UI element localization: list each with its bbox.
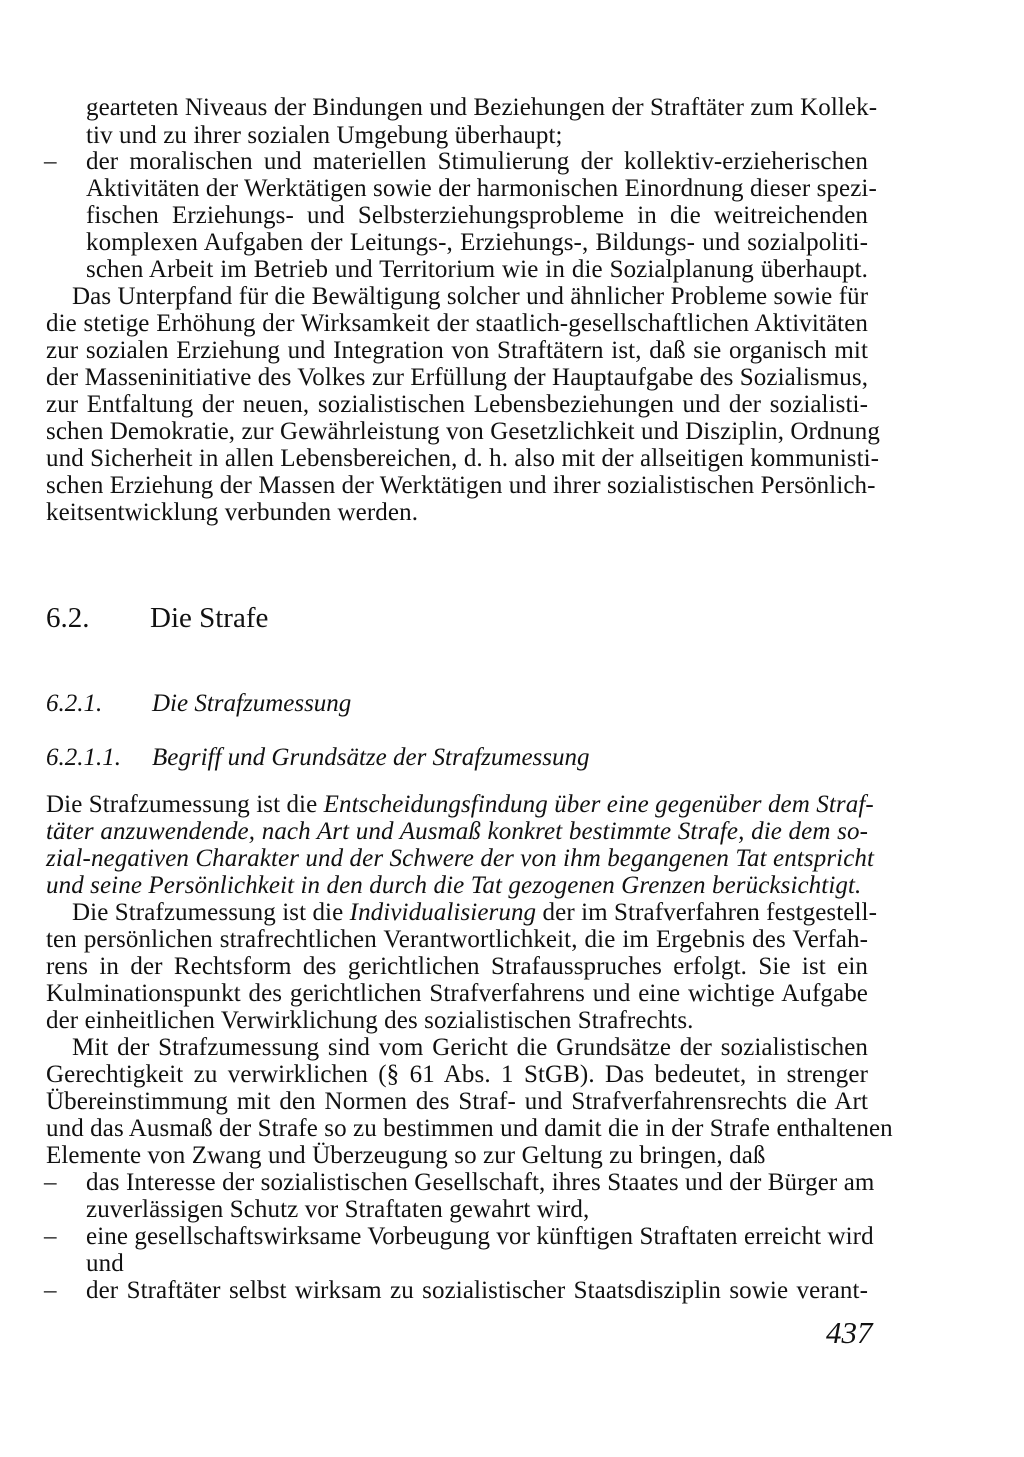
text-line: der Masseninitiative des Volkes zur Erfüllung der Hauptaufgabe des Sozialismus, (46, 364, 869, 391)
text-line: fischen Erziehungs- und Selbsterziehungsprobleme in die weitreichenden (86, 202, 868, 229)
text-run: Die Strafzumessung ist die (72, 899, 350, 926)
text-line: der einheitlichen Verwirklichung des sozialistischen Strafrechts. (46, 1007, 694, 1034)
text-line: zur Entfaltung der neuen, sozialistischen Lebensbeziehungen und der sozialisti- (46, 391, 868, 418)
text-line: gearteten Niveaus der Bindungen und Beziehungen der Straftäter zum Kollek- (86, 94, 878, 121)
text-line: und Sicherheit in allen Lebensbereichen, d. h. also mit der allseitigen kommunisti- (46, 445, 880, 472)
section-title: Die Strafe (150, 602, 269, 634)
text-line: der Straftäter selbst wirksam zu sozialistischer Staatsdisziplin sowie verant- (86, 1277, 868, 1304)
subsection-number: 6.2.1. (46, 690, 103, 717)
text-run: Die Strafzumessung ist die (46, 791, 324, 818)
text-line: Aktivitäten der Werktätigen sowie der harmonischen Einordnung dieser spezi- (86, 175, 877, 202)
text-line: komplexen Aufgaben der Leitungs-, Erziehungs-, Bildungs- und sozialpoliti- (86, 229, 868, 256)
text-line: schen Arbeit im Betrieb und Territorium wie in die Sozialplanung überhaupt. (86, 256, 868, 283)
text-run-italic: Entscheidungsfindung über eine gegenüber dem Straf- (323, 791, 874, 818)
text-line: rens in der Rechtsform des gerichtlichen Strafausspruches erfolgt. Sie ist ein (46, 953, 868, 980)
text-line (72, 898, 878, 928)
text-line: eine gesellschaftswirksame Vorbeugung vor künftigen Straftaten erreicht wird (86, 1223, 874, 1250)
subsection-title: Die Strafzumessung (152, 690, 352, 717)
list-dash: – (44, 1223, 57, 1250)
text-run: der im Strafverfahren festgestell- (536, 899, 878, 926)
text-line: zur sozialen Erziehung und Integration von Straftätern ist, daß sie organisch mit (46, 337, 868, 364)
text-line: der moralischen und materiellen Stimulierung der kollektiv-erzieherischen (86, 148, 868, 175)
text-line: Mit der Strafzumessung sind vom Gericht die Grundsätze der sozialistischen (72, 1034, 868, 1061)
page-number: 437 (826, 1315, 873, 1350)
text-line: täter anzuwendende, nach Art und Ausmaß konkret bestimmte Strafe, die dem so- (46, 818, 868, 845)
subsubsection-number: 6.2.1.1. (46, 744, 121, 771)
text-line: Das Unterpfand für die Bewältigung solcher und ähnlicher Probleme sowie für (72, 283, 869, 310)
text-line: zuverlässigen Schutz vor Straftaten gewahrt wird, (86, 1196, 590, 1223)
text-line: keitsentwicklung verbunden werden. (46, 499, 419, 526)
list-dash: – (44, 1277, 57, 1304)
section-number: 6.2. (46, 602, 90, 634)
text-line: und (86, 1250, 124, 1277)
text-line: ten persönlichen strafrechtlichen Verantwortlichkeit, die im Ergebnis des Verfah- (46, 926, 868, 953)
text-line: Gerechtigkeit zu verwirklichen (§ 61 Abs. 1 StGB). Das bedeutet, in strenger (46, 1061, 868, 1088)
list-dash: – (44, 148, 57, 175)
text-line: Kulminationspunkt des gerichtlichen Strafverfahrens und eine wichtige Aufgabe (46, 980, 868, 1007)
subsubsection-title: Begriff und Grundsätze der Strafzumessung (152, 744, 590, 771)
text-line (46, 790, 874, 820)
text-line: schen Demokratie, zur Gewährleistung von Gesetzlichkeit und Disziplin, Ordnung (46, 418, 880, 445)
text-line: tiv und zu ihrer sozialen Umgebung überhaupt; (86, 122, 563, 149)
list-dash: – (44, 1169, 57, 1196)
text-run-italic: Individualisierung (349, 899, 537, 926)
text-line: und seine Persönlichkeit in den durch die Tat gezogenen Grenzen berücksichtigt. (46, 872, 862, 899)
text-line: und das Ausmaß der Strafe so zu bestimmen und damit die in der Strafe enthaltenen (46, 1115, 893, 1142)
text-line: Übereinstimmung mit den Normen des Straf- und Strafverfahrensrechts die Art (46, 1088, 868, 1115)
text-line: das Interesse der sozialistischen Gesellschaft, ihres Staates und der Bürger am (86, 1169, 875, 1196)
text-line: zial-negativen Charakter und der Schwere der von ihm begangenen Tat entspricht (46, 845, 875, 872)
text-line: schen Erziehung der Massen der Werktätigen und ihrer sozialistischen Persönlich- (46, 472, 876, 499)
text-line: die stetige Erhöhung der Wirksamkeit der staatlich-gesellschaftlichen Aktivitäten (46, 310, 868, 337)
text-line: Elemente von Zwang und Überzeugung so zur Geltung zu bringen, daß (46, 1142, 766, 1169)
